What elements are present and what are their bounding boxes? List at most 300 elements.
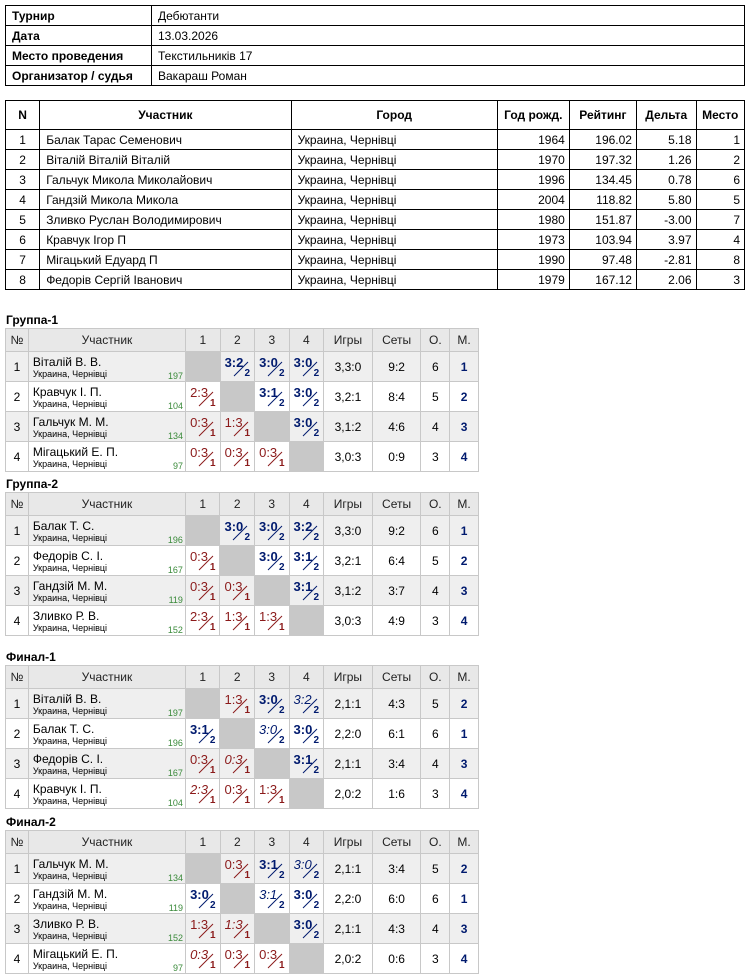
participant-cell: 2004 — [497, 190, 569, 210]
match-result-cell — [220, 914, 255, 944]
sets-cell: 4:3 — [372, 914, 421, 944]
place-cell: 1 — [450, 516, 479, 546]
group-header-row — [6, 329, 479, 352]
group-row — [6, 382, 479, 412]
participant-cell: 1973 — [497, 230, 569, 250]
group-row — [6, 914, 479, 944]
participant-cell: Кравчук Ігор П — [40, 230, 291, 250]
participants-header-cell: Дельта — [636, 101, 696, 130]
points-cell: 4 — [421, 412, 450, 442]
player-cell — [28, 749, 185, 779]
group-table — [5, 328, 479, 472]
match-result-cell — [185, 546, 220, 576]
participant-row — [6, 130, 745, 150]
group-header-row — [6, 493, 479, 516]
sets-cell: 4:3 — [372, 689, 421, 719]
player-rating: 196 — [167, 535, 183, 545]
participants-header-cell: Участник — [40, 101, 291, 130]
group-row-number: 2 — [6, 884, 29, 914]
participant-cell: Украина, Чернівці — [291, 230, 497, 250]
player-name: Балак Т. С. — [32, 721, 95, 736]
participant-cell: 151.87 — [569, 210, 636, 230]
participant-cell: Украина, Чернівці — [291, 250, 497, 270]
group-header-cell: 2 — [220, 831, 255, 854]
match-result-cell — [220, 854, 255, 884]
match-score: 3:0 — [293, 385, 313, 400]
match-score: 3:0 — [259, 692, 278, 707]
group-row-number: 1 — [6, 352, 29, 382]
group-header-cell: Сеты — [372, 666, 421, 689]
group-row — [6, 944, 479, 974]
games-cell: 3,1:2 — [324, 576, 373, 606]
match-result-cell — [289, 689, 324, 719]
player-cell — [28, 442, 185, 472]
group-header-cell: М. — [450, 493, 479, 516]
participant-cell: Віталій Віталій Віталій — [40, 150, 291, 170]
group-header-cell: Игры — [324, 831, 373, 854]
match-points: 2 — [313, 562, 320, 573]
participant-cell: 1970 — [497, 150, 569, 170]
match-score: 0:3 — [224, 445, 243, 460]
games-cell: 2,0:2 — [324, 779, 373, 809]
participant-cell: 3 — [696, 270, 745, 290]
group-header-cell: О. — [421, 831, 450, 854]
participant-row — [6, 190, 745, 210]
player-rating: 134 — [168, 431, 184, 441]
participant-cell: 1979 — [497, 270, 569, 290]
participant-cell: Федорів Сергій Іванович — [40, 270, 291, 290]
group-title: Финал-1 — [6, 650, 56, 664]
match-points: 2 — [313, 930, 320, 941]
match-score: 3:2 — [293, 692, 312, 707]
participant-cell: 97.48 — [569, 250, 636, 270]
participant-cell: 2 — [6, 150, 40, 170]
match-score: 3:2 — [293, 519, 313, 534]
participant-row — [6, 230, 745, 250]
player-cell — [28, 546, 185, 576]
group-header-cell: Участник — [28, 329, 185, 352]
match-score: 1:3 — [224, 609, 243, 624]
participant-cell: 1980 — [497, 210, 569, 230]
participant-cell: 0.78 — [636, 170, 696, 190]
player-cell — [28, 382, 185, 412]
match-result-cell — [185, 779, 220, 809]
player-rating: 104 — [168, 401, 184, 411]
match-result-cell — [220, 606, 255, 636]
match-points: 2 — [313, 428, 320, 439]
participant-cell: 167.12 — [569, 270, 636, 290]
match-points: 2 — [313, 368, 320, 379]
participants-header-cell: Рейтинг — [569, 101, 636, 130]
match-points: 1 — [209, 622, 216, 633]
match-score: 0:3 — [224, 579, 243, 594]
group-header-cell: М. — [450, 329, 479, 352]
match-points: 2 — [279, 368, 285, 379]
group-title: Группа-2 — [6, 477, 59, 491]
place-cell: 2 — [450, 546, 479, 576]
info-label: Место проведения — [6, 46, 152, 66]
match-result-cell — [186, 884, 221, 914]
points-cell: 3 — [421, 944, 450, 974]
sets-cell: 9:2 — [372, 352, 421, 382]
match-score: 3:1 — [259, 887, 278, 902]
group-header-cell: 3 — [255, 329, 290, 352]
match-result-cell — [289, 352, 324, 382]
match-points: 2 — [313, 765, 320, 776]
group-header-cell: 2 — [220, 493, 255, 516]
match-result-cell — [185, 719, 220, 749]
match-points: 1 — [209, 592, 216, 603]
match-points: 1 — [244, 458, 251, 469]
group-table — [5, 492, 479, 636]
player-rating: 197 — [168, 371, 184, 381]
self-cell — [289, 779, 324, 809]
player-name: Федорів С. І. — [32, 548, 104, 563]
participant-cell: -3.00 — [636, 210, 696, 230]
match-score: 0:3 — [190, 415, 209, 430]
group-header-cell: Сеты — [372, 329, 421, 352]
player-name: Гальчук М. М. — [32, 856, 109, 871]
match-score: 3:0 — [259, 549, 278, 564]
match-points: 2 — [313, 592, 320, 603]
match-score: 0:3 — [224, 782, 243, 797]
info-value: Дебютанти — [152, 6, 745, 26]
group-row — [6, 516, 479, 546]
participant-cell: 1 — [6, 130, 40, 150]
player-cell — [28, 606, 185, 636]
info-value: 13.03.2026 — [152, 26, 745, 46]
group-header-cell: О. — [421, 666, 450, 689]
participant-cell: Балак Тарас Семенович — [40, 130, 291, 150]
player-rating: 97 — [173, 963, 184, 973]
points-cell: 4 — [421, 749, 450, 779]
match-result-cell — [289, 914, 324, 944]
sets-cell: 9:2 — [372, 516, 421, 546]
group-header-row — [6, 666, 479, 689]
games-cell: 3,0:3 — [324, 606, 373, 636]
group-header-cell: 4 — [289, 493, 324, 516]
participant-cell: 6 — [696, 170, 745, 190]
games-cell: 3,2:1 — [324, 546, 373, 576]
participant-cell: Украина, Чернівці — [291, 270, 497, 290]
match-result-cell — [289, 719, 324, 749]
participant-row — [6, 250, 745, 270]
participant-cell: 2.06 — [636, 270, 696, 290]
match-score: 0:3 — [259, 947, 278, 962]
games-cell: 2,2:0 — [324, 884, 373, 914]
match-points: 1 — [244, 765, 250, 776]
group-header-cell: 1 — [186, 329, 221, 352]
match-points: 1 — [244, 795, 250, 806]
match-result-cell — [220, 442, 255, 472]
group-header-cell: № — [6, 666, 29, 689]
group-title: Группа-1 — [6, 313, 59, 327]
match-points: 2 — [313, 735, 320, 746]
match-points: 2 — [279, 900, 285, 911]
games-cell: 2,1:1 — [324, 914, 373, 944]
group-row — [6, 884, 479, 914]
group-header-cell: № — [6, 329, 29, 352]
participant-cell: 134.45 — [569, 170, 636, 190]
match-result-cell — [186, 914, 221, 944]
sets-cell: 6:0 — [372, 884, 421, 914]
match-score: 3:1 — [293, 579, 313, 594]
match-score: 3:0 — [259, 355, 278, 370]
participant-cell: Украина, Чернівці — [291, 130, 497, 150]
player-name: Гальчук М. М. — [32, 414, 109, 429]
self-cell — [220, 382, 255, 412]
match-score: 3:2 — [224, 355, 244, 370]
group-row-number: 3 — [6, 914, 29, 944]
player-cell — [28, 854, 185, 884]
match-score: 3:0 — [293, 887, 313, 902]
player-cell — [28, 914, 185, 944]
player-name: Віталій В. В. — [32, 354, 102, 369]
sets-cell: 0:6 — [372, 944, 421, 974]
player-rating: 119 — [168, 595, 183, 605]
match-score: 3:1 — [259, 385, 278, 400]
sets-cell: 0:9 — [372, 442, 421, 472]
player-city: Украина, Чернівці — [32, 458, 108, 469]
group-row — [6, 779, 479, 809]
group-header-cell: 3 — [255, 666, 290, 689]
group-row-number: 4 — [6, 442, 29, 472]
match-points: 2 — [278, 532, 285, 543]
info-label: Турнир — [6, 6, 152, 26]
match-result-cell — [255, 606, 290, 636]
group-row-number: 4 — [6, 606, 29, 636]
match-score: 3:0 — [224, 519, 244, 534]
match-score: 0:3 — [259, 445, 278, 460]
match-points: 1 — [279, 960, 285, 971]
group-header-cell: 1 — [185, 493, 220, 516]
sets-cell: 3:7 — [372, 576, 421, 606]
match-points: 1 — [244, 930, 251, 941]
group-row-number: 2 — [6, 546, 29, 576]
sets-cell: 6:1 — [372, 719, 421, 749]
participant-cell: 1.26 — [636, 150, 696, 170]
participant-cell: 1996 — [497, 170, 569, 190]
place-cell: 3 — [450, 576, 479, 606]
match-result-cell — [185, 606, 220, 636]
match-result-cell — [289, 516, 324, 546]
match-result-cell — [220, 412, 255, 442]
match-points: 2 — [313, 398, 320, 409]
place-cell: 1 — [450, 884, 479, 914]
player-name: Віталій В. В. — [32, 691, 102, 706]
info-row — [6, 66, 745, 86]
player-rating: 97 — [173, 461, 184, 471]
info-label: Организатор / судья — [6, 66, 152, 86]
player-cell — [28, 944, 185, 974]
participant-cell: 5 — [6, 210, 40, 230]
match-result-cell — [220, 749, 255, 779]
participant-row — [6, 270, 745, 290]
match-result-cell — [255, 352, 290, 382]
group-header-cell: 1 — [186, 831, 221, 854]
group-row-number: 2 — [6, 382, 29, 412]
match-result-cell — [220, 779, 255, 809]
participant-cell: 8 — [6, 270, 40, 290]
match-points: 2 — [244, 532, 250, 543]
participant-cell: Зливко Руслан Володимирович — [40, 210, 291, 230]
player-name: Балак Т. С. — [32, 518, 95, 533]
match-points: 1 — [210, 960, 216, 971]
match-result-cell — [289, 576, 324, 606]
points-cell: 5 — [421, 689, 450, 719]
player-cell — [28, 516, 185, 546]
player-name: Кравчук І. П. — [32, 781, 102, 796]
group-row-number: 1 — [6, 516, 29, 546]
player-city: Украина, Чернівці — [32, 870, 108, 881]
match-score: 0:3 — [189, 579, 209, 594]
group-row — [6, 442, 479, 472]
participant-cell: 3 — [6, 170, 40, 190]
group-row-number: 4 — [6, 779, 29, 809]
self-cell — [255, 749, 290, 779]
participant-cell: 4 — [6, 190, 40, 210]
info-row — [6, 26, 745, 46]
sets-cell: 4:9 — [372, 606, 421, 636]
games-cell: 3,2:1 — [324, 382, 373, 412]
participant-cell: -2.81 — [636, 250, 696, 270]
group-header-cell: Сеты — [372, 831, 421, 854]
player-name: Федорів С. І. — [32, 751, 104, 766]
match-result-cell — [289, 546, 324, 576]
participants-table — [5, 100, 745, 290]
match-score: 0:3 — [189, 752, 209, 767]
participant-cell: 5.18 — [636, 130, 696, 150]
group-header-cell: Игры — [324, 493, 373, 516]
place-cell: 3 — [450, 749, 479, 779]
participant-cell: Украина, Чернівці — [291, 210, 497, 230]
match-points: 1 — [244, 960, 251, 971]
player-city: Украина, Чернівці — [32, 795, 108, 806]
match-points: 2 — [313, 900, 320, 911]
match-score: 1:3 — [259, 782, 278, 797]
participants-header-cell: Город — [291, 101, 497, 130]
participant-cell: 3.97 — [636, 230, 696, 250]
place-cell: 4 — [450, 944, 479, 974]
match-points: 1 — [209, 562, 216, 573]
match-result-cell — [289, 412, 324, 442]
games-cell: 2,2:0 — [324, 719, 373, 749]
group-row — [6, 352, 479, 382]
match-result-cell — [255, 442, 290, 472]
self-cell — [289, 606, 324, 636]
participant-cell: 2 — [696, 150, 745, 170]
player-city: Украина, Чернівці — [32, 428, 108, 439]
games-cell: 2,1:1 — [324, 854, 373, 884]
points-cell: 5 — [421, 382, 450, 412]
player-city: Украина, Чернівці — [32, 622, 108, 633]
player-name: Зливко Р. В. — [32, 608, 100, 623]
match-score: 3:0 — [190, 887, 209, 902]
participants-header-cell: N — [6, 101, 40, 130]
match-score: 3:0 — [259, 722, 278, 737]
match-score: 3:0 — [293, 355, 313, 370]
group-row — [6, 606, 479, 636]
place-cell: 2 — [450, 382, 479, 412]
match-result-cell — [255, 854, 290, 884]
match-result-cell — [289, 382, 324, 412]
player-rating: 167 — [167, 768, 183, 778]
group-header-cell: О. — [421, 493, 450, 516]
sets-cell: 3:4 — [372, 749, 421, 779]
match-result-cell — [186, 412, 221, 442]
player-rating: 152 — [168, 933, 184, 943]
sets-cell: 1:6 — [372, 779, 421, 809]
participant-cell: Гандзій Микола Микола — [40, 190, 291, 210]
self-cell — [255, 576, 290, 606]
group-row-number: 4 — [6, 944, 29, 974]
player-city: Украина, Чернівці — [32, 960, 108, 971]
games-cell: 3,3:0 — [324, 352, 373, 382]
participant-cell: 7 — [696, 210, 745, 230]
self-cell — [220, 546, 255, 576]
group-header-cell: М. — [450, 831, 479, 854]
participant-row — [6, 170, 745, 190]
match-points: 1 — [209, 765, 216, 776]
player-rating: 134 — [168, 873, 184, 883]
place-cell: 1 — [450, 719, 479, 749]
group-header-cell: 3 — [255, 493, 290, 516]
group-row — [6, 412, 479, 442]
match-points: 2 — [278, 562, 285, 573]
self-cell — [186, 854, 221, 884]
player-city: Украина, Чернівці — [32, 900, 108, 911]
player-cell — [28, 779, 185, 809]
group-table — [5, 665, 479, 809]
place-cell: 3 — [450, 914, 479, 944]
points-cell: 3 — [421, 442, 450, 472]
match-points: 1 — [210, 930, 216, 941]
player-city: Украина, Чернівці — [32, 735, 108, 746]
match-result-cell — [255, 719, 290, 749]
participant-cell: 5 — [696, 190, 745, 210]
participant-row — [6, 210, 745, 230]
match-score: 0:3 — [189, 549, 209, 564]
match-result-cell — [185, 576, 220, 606]
match-score: 0:3 — [224, 947, 243, 962]
player-cell — [28, 689, 185, 719]
match-points: 2 — [279, 398, 285, 409]
match-score: 1:3 — [224, 692, 243, 707]
match-points: 1 — [209, 795, 216, 806]
self-cell — [220, 884, 255, 914]
group-row — [6, 854, 479, 884]
match-result-cell — [185, 749, 220, 779]
match-result-cell — [255, 944, 290, 974]
games-cell: 2,1:1 — [324, 689, 373, 719]
group-title: Финал-2 — [6, 815, 56, 829]
info-value: Текстильників 17 — [152, 46, 745, 66]
player-rating: 119 — [168, 903, 184, 913]
player-city: Украина, Чернівці — [32, 398, 108, 409]
group-header-cell: 4 — [289, 666, 324, 689]
participant-cell: 1 — [696, 130, 745, 150]
sets-cell: 8:4 — [372, 382, 421, 412]
player-name: Кравчук І. П. — [32, 384, 102, 399]
participant-cell: Украина, Чернівці — [291, 150, 497, 170]
group-row — [6, 749, 479, 779]
group-header-cell: Игры — [324, 329, 373, 352]
match-score: 3:0 — [293, 857, 312, 872]
place-cell: 3 — [450, 412, 479, 442]
match-score: 3:1 — [189, 722, 209, 737]
info-label: Дата — [6, 26, 152, 46]
group-row — [6, 719, 479, 749]
